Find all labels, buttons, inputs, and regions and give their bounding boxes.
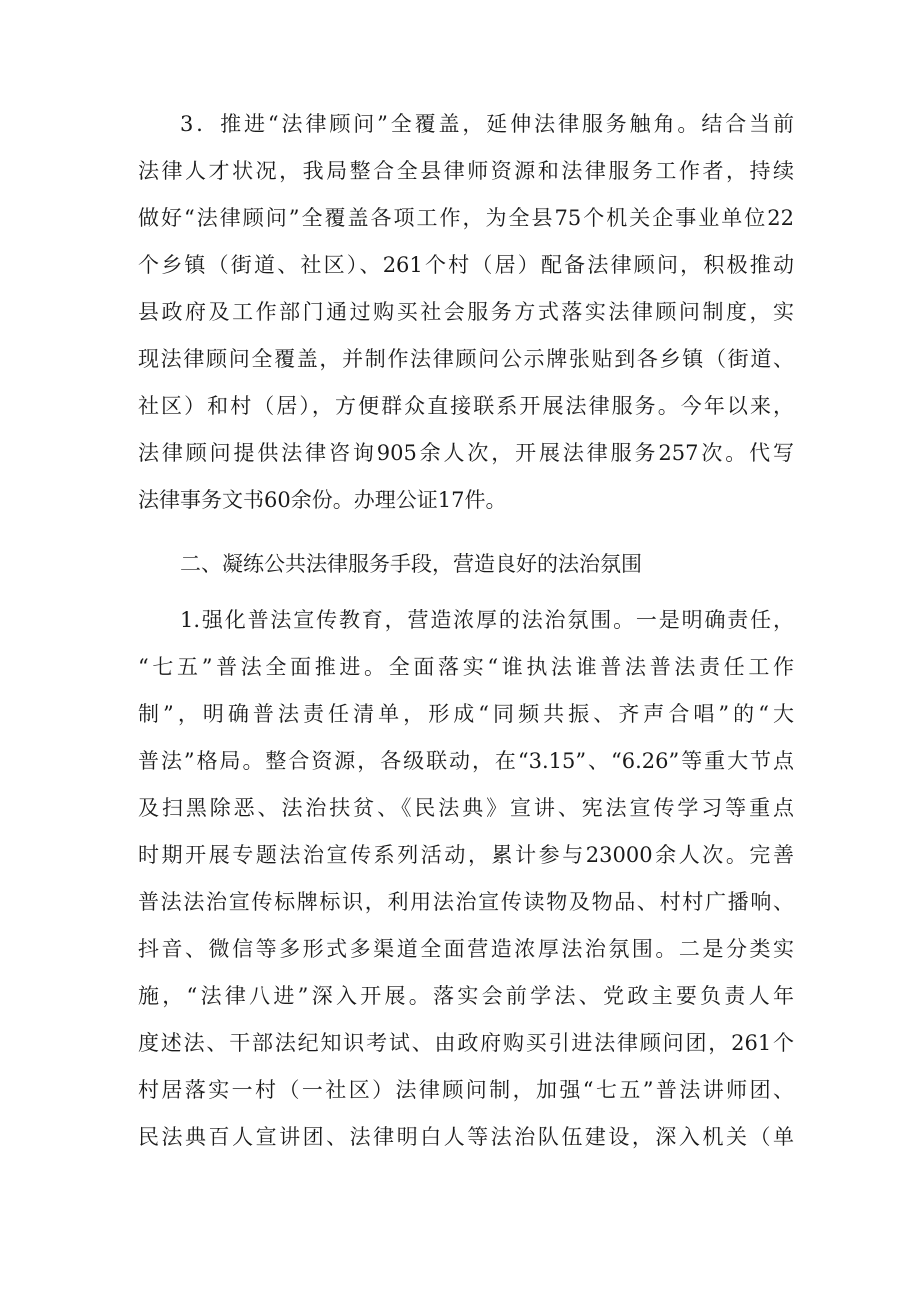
paragraph-line: 现法律顾问全覆盖，并制作法律顾问公示牌张贴到各乡镇（街道、 <box>138 347 794 371</box>
paragraph-line: 法律顾问提供法律咨询905余人次，开展法律服务257次。代写 <box>138 441 794 465</box>
paragraph-line: 3．推进“法律顾问”全覆盖，延伸法律服务触角。结合当前 <box>180 112 794 136</box>
paragraph-line: 时期开展专题法治宣传系列活动，累计参与23000余人次。完善 <box>138 843 794 867</box>
paragraph-line: 法律人才状况，我局整合全县律师资源和法律服务工作者，持续 <box>138 159 794 183</box>
paragraph-line: 法律事务文书60余份。办理公证17件。 <box>138 488 507 512</box>
paragraph-legal-advisor-coverage <box>138 101 794 524</box>
paragraph-line: 1.强化普法宣传教育，营造浓厚的法治氛围。一是明确责任， <box>180 608 794 632</box>
paragraph-line: 村居落实一村（一社区）法律顾问制，加强“七五”普法讲师团、 <box>138 1078 794 1102</box>
paragraph-line: 县政府及工作部门通过购买社会服务方式落实法律顾问制度，实 <box>138 300 794 324</box>
paragraph-line: 普法”格局。整合资源，各级联动，在“3.15”、“6.26”等重大节点 <box>138 749 794 773</box>
section-heading: 二、凝练公共法律服务手段，营造良好的法治氛围 <box>180 552 642 576</box>
paragraph-line: 制”，明确普法责任清单，形成“同频共振、齐声合唱”的“大 <box>138 702 794 726</box>
paragraph-legal-publicity <box>138 597 794 1161</box>
paragraph-line: 抖音、微信等多形式多渠道全面营造浓厚法治氛围。二是分类实 <box>138 937 794 961</box>
paragraph-line: 社区）和村（居），方便群众直接联系开展法律服务。今年以来， <box>138 394 794 418</box>
paragraph-line: 民法典百人宣讲团、法律明白人等法治队伍建设，深入机关（单 <box>138 1125 794 1149</box>
paragraph-line: 个乡镇（街道、社区）、261个村（居）配备法律顾问，积极推动 <box>138 253 794 277</box>
paragraph-line: “七五”普法全面推进。全面落实“谁执法谁普法普法责任工作 <box>138 655 794 679</box>
paragraph-line: 普法法治宣传标牌标识，利用法治宣传读物及物品、村村广播响、 <box>138 890 794 914</box>
paragraph-line: 施，“法律八进”深入开展。落实会前学法、党政主要负责人年 <box>138 984 794 1008</box>
paragraph-line: 做好“法律顾问”全覆盖各项工作，为全县75个机关企事业单位22 <box>138 206 794 230</box>
paragraph-line: 及扫黑除恶、法治扶贫、《民法典》宣讲、宪法宣传学习等重点 <box>138 796 794 820</box>
paragraph-line: 度述法、干部法纪知识考试、由政府购买引进法律顾问团，261个 <box>138 1031 794 1055</box>
